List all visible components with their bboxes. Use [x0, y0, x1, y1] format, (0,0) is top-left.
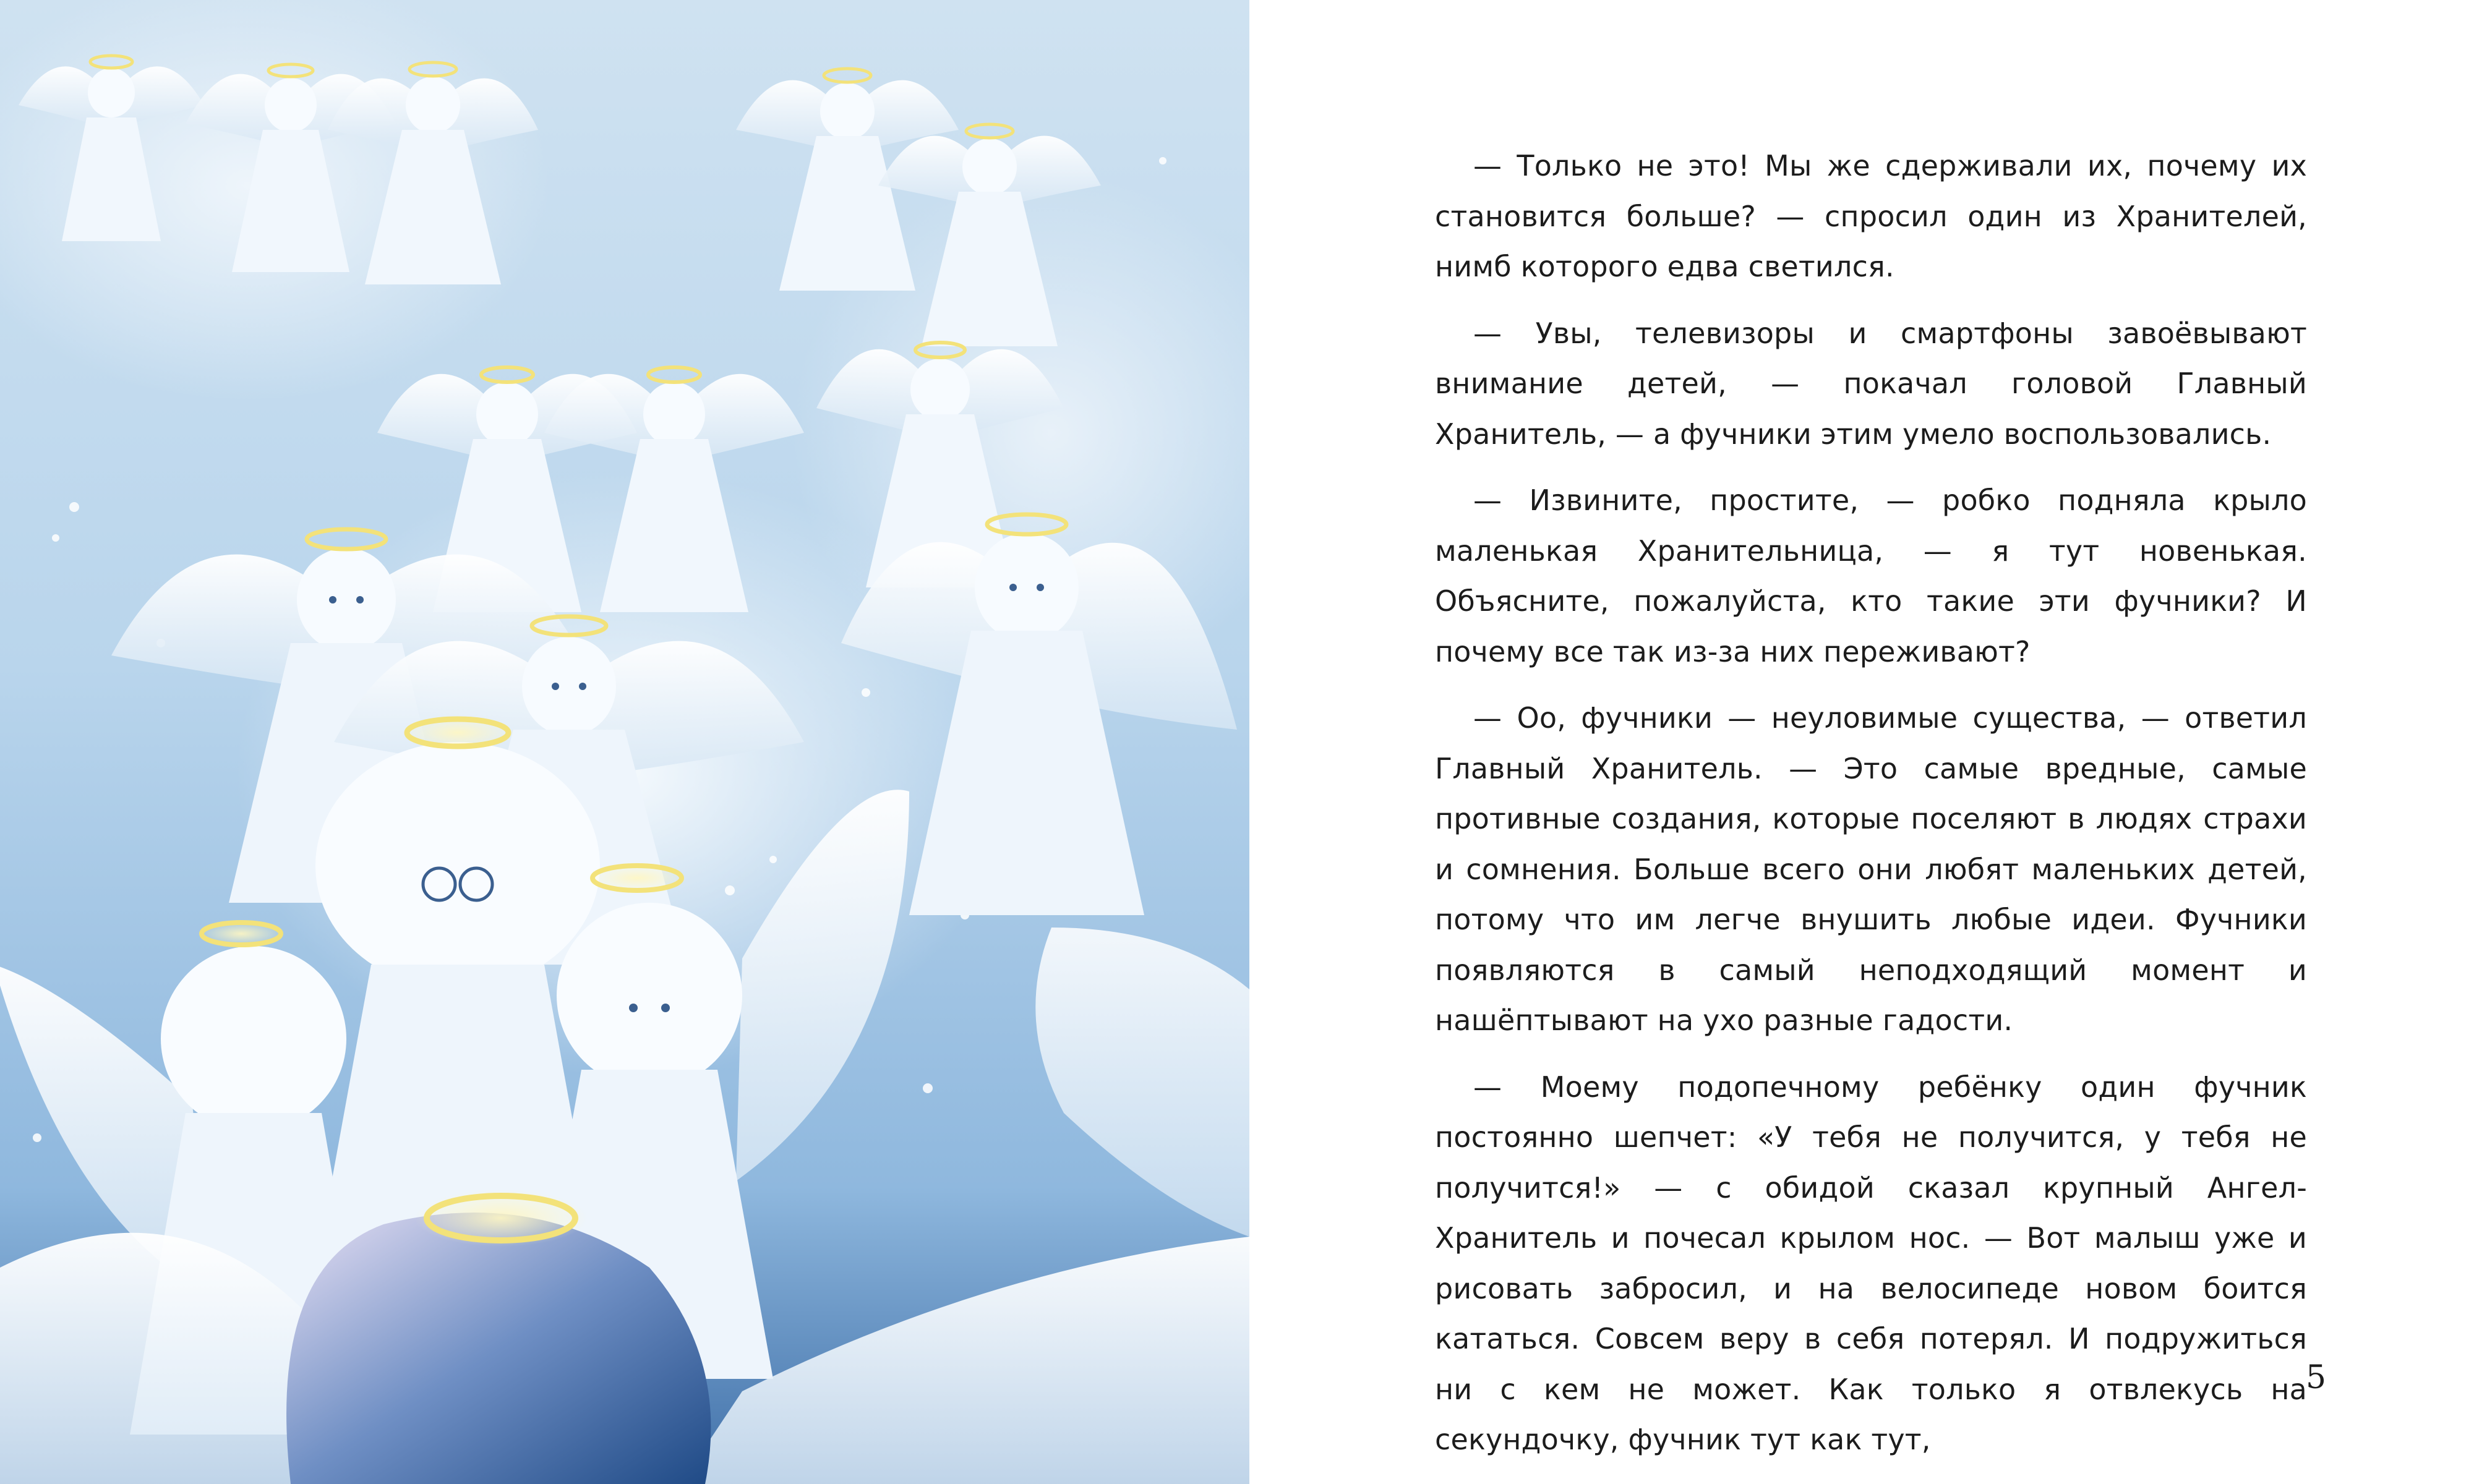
text-page [1249, 0, 2474, 1484]
paragraph: — Оо, фучники — неуловимые существа, — ответил Главный Хранитель. — Это самые вредные, самые противные создания, которые поселяют в людях страхи и сомнения. Больше всего они любят маленьких детей, потому что им легче внушить любые идеи. Фучники появляются в самый неподходящий момент и нашёптывают на ухо разные гадости. [1435, 701, 2307, 1037]
angel-group-background [19, 56, 1101, 612]
paragraph: — Только не это! Мы же сдерживали их, почему их становится больше? — спросил один из Хранителей, нимб которого едва светился. [1435, 149, 2307, 283]
story-text [1435, 141, 2307, 1482]
paragraph: — Извините, простите, — робко подняла крыло маленькая Хранительница, — я тут новенькая. Объясните, пожалуйста, кто такие эти фучники? И почему все так из-за них переживают? [1435, 484, 2307, 668]
page-number: 5 [2306, 1359, 2327, 1396]
paragraph: — Моему подопечному ребёнку один фучник постоянно шепчет: «У тебя не получится, у тебя не получится!» — с обидой сказал крупный Ангел-Хранитель и почесал крылом нос. — Вот малыш уже и рисовать забросил, и на велосипеде новом боится кататься. Совсем веру в себя потерял. И подружиться ни с кем не может. Как только я отвлекусь на секундочку, фучник тут как тут, [1435, 1070, 2307, 1456]
paragraph: — Увы, телевизоры и смартфоны завоёвывают внимание детей, — покачал головой Главный Хранитель, — а фучники этим умело воспользовались. [1435, 316, 2307, 451]
